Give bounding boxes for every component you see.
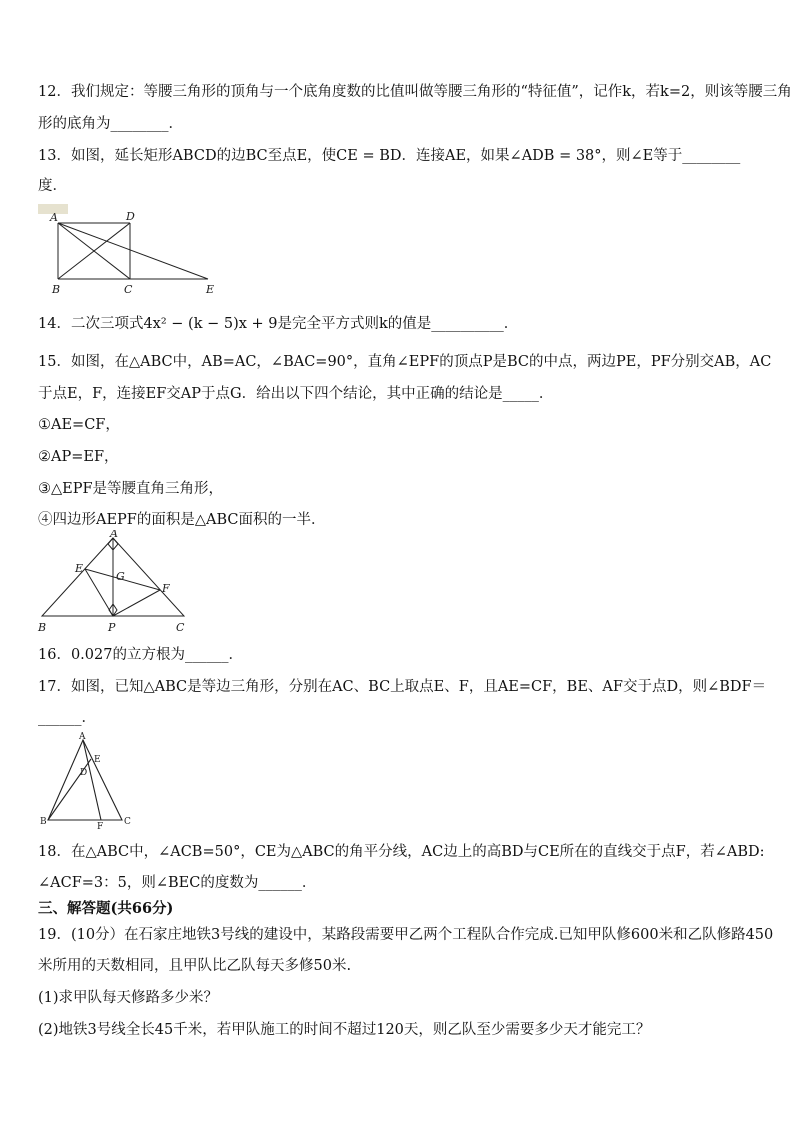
label-C: C <box>176 621 185 634</box>
q17-line1: 17．如图，已知△ABC是等边三角形，分别在AC、BC上取点E、F，且AE=CF，BE、AF交于点D，则∠BDF＝ <box>38 679 767 695</box>
label-A: A <box>79 732 86 742</box>
segment-AF <box>83 740 101 820</box>
q18-line1: 18．在△ABC中，∠ACB=50°，CE为△ABC的角平分线，AC边上的高BD与CE所在的直线交于点F，若∠ABD: <box>38 844 765 860</box>
label-C: C <box>124 817 131 827</box>
label-B: B <box>40 817 47 827</box>
label-F: F <box>162 582 170 595</box>
q15-option-3: ③△EPF是等腰直角三角形， <box>38 481 224 497</box>
label-A: A <box>50 211 58 224</box>
label-P: P <box>108 621 116 634</box>
label-C: C <box>124 283 133 296</box>
q12-line2: 形的底角为________． <box>38 116 183 132</box>
label-E: E <box>94 755 101 765</box>
q14-line1: 14．二次三项式4x² − (k − 5)x + 9是完全平方式则k的值是__________． <box>38 316 519 332</box>
q15-option-4: ④四边形AEPF的面积是△ABC面积的一半． <box>38 512 326 528</box>
label-E: E <box>75 562 84 575</box>
q18-line2: ∠ACF=3：5，则∠BEC的度数为______． <box>38 875 317 891</box>
segment-PF <box>113 590 160 616</box>
q19-line1: 19．(10分）在石家庄地铁3号线的建设中，某路段需要甲乙两个工程队合作完成.已知甲队修600米和乙队修路450 <box>38 927 774 943</box>
q19-line2: 米所用的天数相同，且甲队比乙队每天多修50米. <box>38 958 352 974</box>
q13-rectangle-figure <box>36 204 226 298</box>
q17-line2: ______． <box>38 710 96 726</box>
triangle-ABC <box>48 740 122 820</box>
label-G: G <box>116 570 125 583</box>
q13-line2: 度． <box>38 178 67 194</box>
q15-triangle-figure <box>34 530 194 636</box>
label-A: A <box>110 530 118 540</box>
q17-equilateral-figure <box>36 732 136 830</box>
q15-line2: 于点E，F，连接EF交AP于点G．给出以下四个结论，其中正确的结论是_____． <box>38 386 554 402</box>
label-D: D <box>126 210 135 223</box>
label-E: E <box>206 283 215 296</box>
q19-subquestion-1: (1)求甲队每天修路多少米？ <box>38 990 219 1006</box>
section-heading: 三、解答题(共66分) <box>38 900 174 917</box>
q15-line1: 15．如图，在△ABC中，AB=AC，∠BAC=90°，直角∠EPF的顶点P是BC的中点，两边PE，PF分别交AB，AC <box>38 354 772 370</box>
q15-option-1: ①AE=CF， <box>38 417 120 433</box>
label-B: B <box>52 283 61 296</box>
q12-line1: 12．我们规定：等腰三角形的顶角与一个底角度数的比值叫做等腰三角形的“特征值”，记作k，若k=2，则该等腰三角 <box>38 84 792 100</box>
q16-line1: 16．0.027的立方根为______． <box>38 647 243 663</box>
q15-option-2: ②AP=EF， <box>38 449 119 465</box>
label-F: F <box>97 822 104 830</box>
label-B: B <box>38 621 47 634</box>
q19-subquestion-2: (2)地铁3号线全长45千米，若甲队施工的时间不超过120天，则乙队至少需要多少天才能完工？ <box>38 1022 651 1038</box>
segment-AE <box>58 223 208 279</box>
label-D: D <box>80 768 88 778</box>
q13-line1: 13．如图，延长矩形ABCD的边BC至点E，使CE = BD．连接AE，如果∠ADB = 38°，则∠E等于________ <box>38 148 741 164</box>
